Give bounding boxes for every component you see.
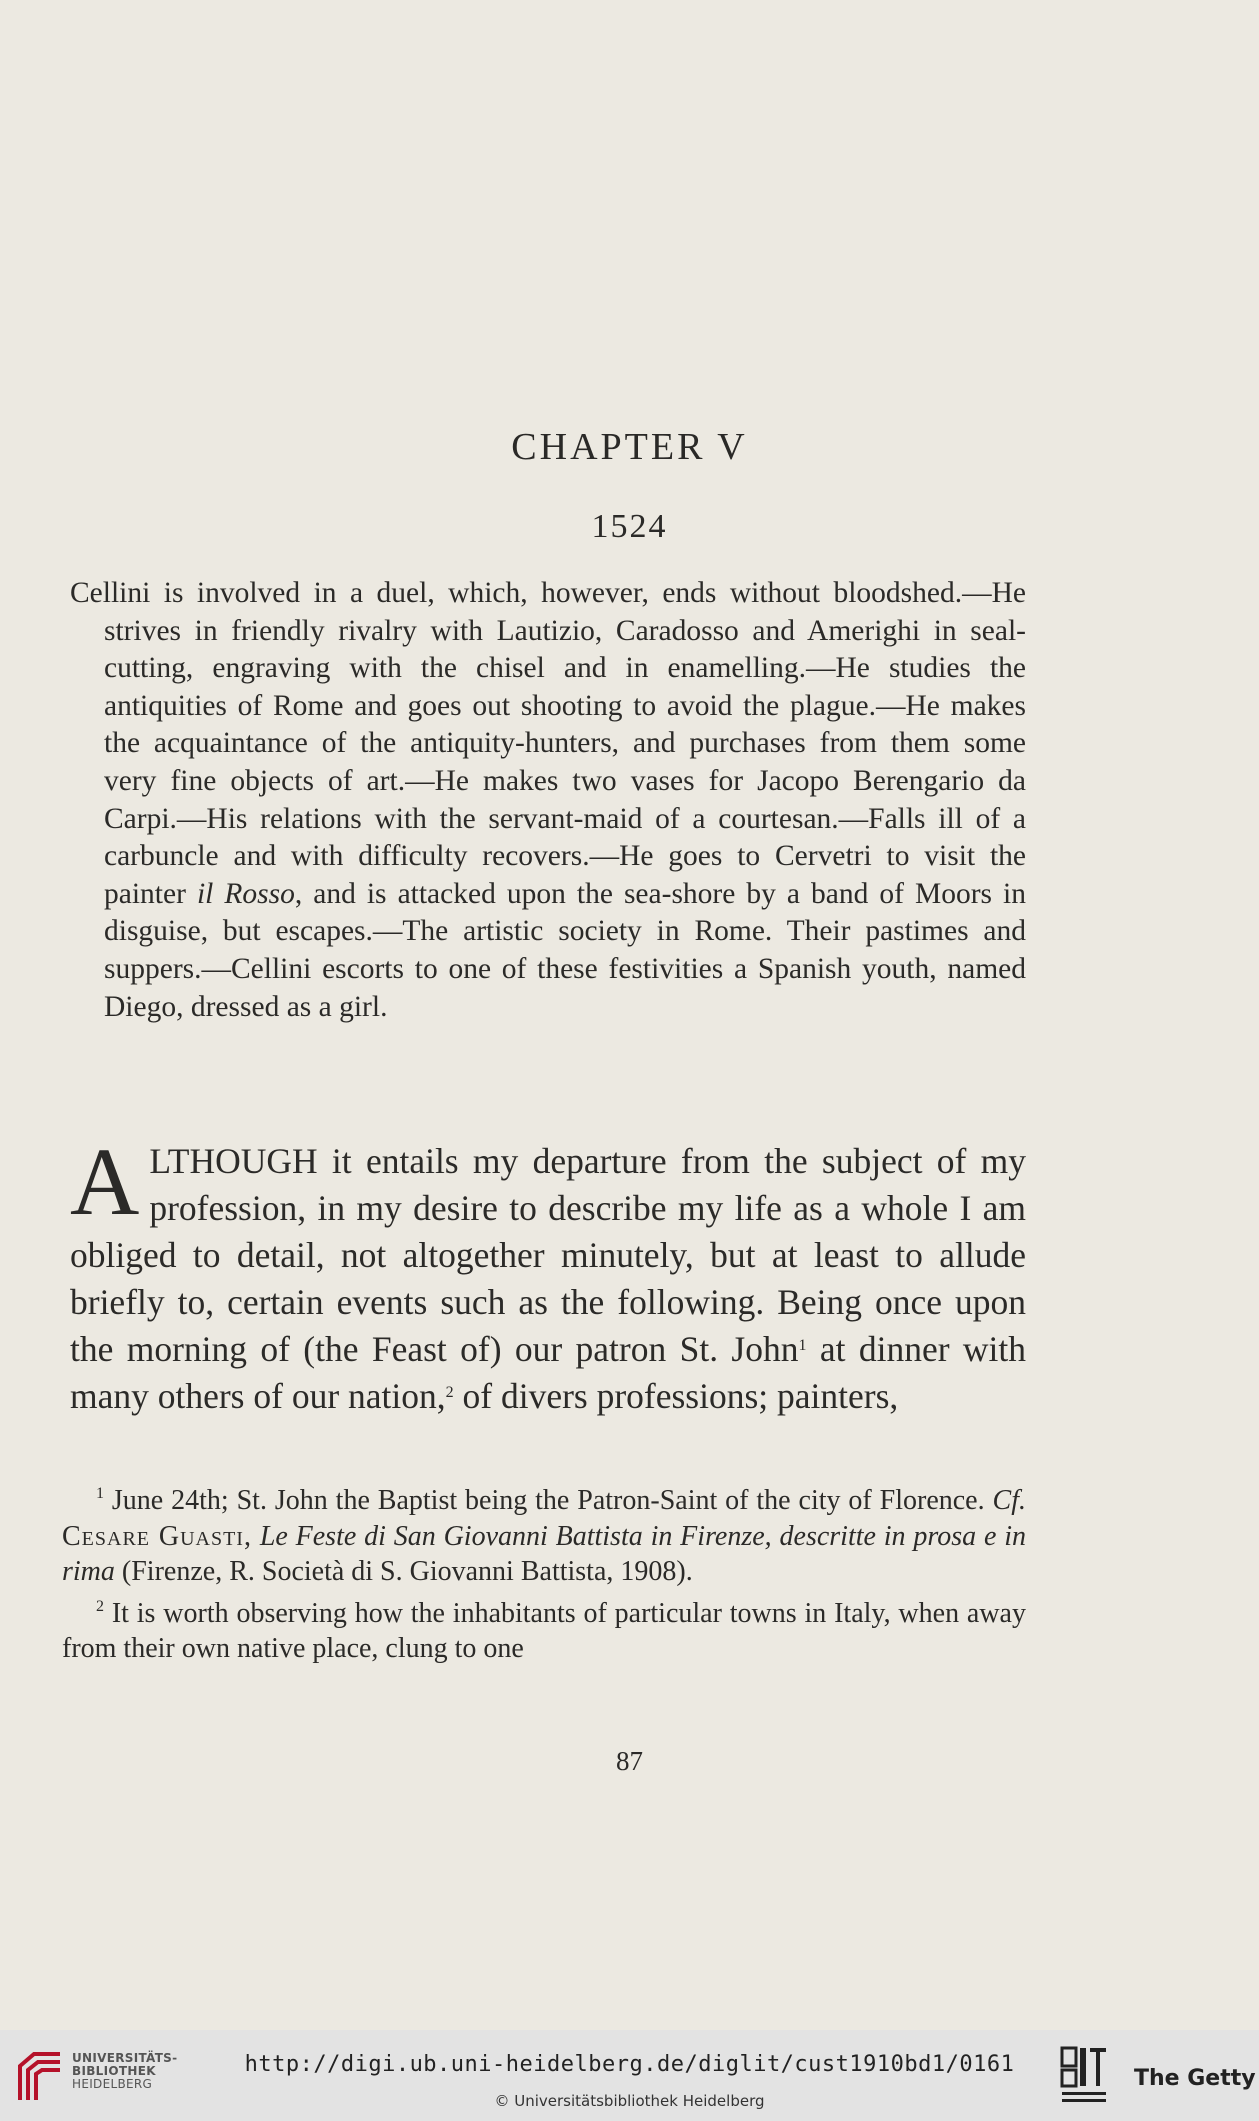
chapter-summary	[70, 575, 1026, 1026]
footnote-2-text: It is worth observing how the inhabitants of particular towns in Italy, when away from their own native place, clung to one	[62, 1597, 1026, 1664]
chapter-title: CHAPTER V	[511, 426, 748, 468]
getty-logo-icon	[1060, 2046, 1108, 2108]
lead-word: LTHOUGH	[149, 1141, 318, 1181]
library-name-line-1: UNIVERSITÄTS-	[72, 2051, 178, 2065]
summary-text-1: Cellini is involved in a duel, which, however, ends without bloodshed.—He strives in friendly rivalry with Lautizio, Caradosso and Amerighi in seal-cutting, engraving with the chisel and in enamelling.—He studies the antiquities of Rome and goes out shooting to avoid the plague.—He makes the acquaintance of the antiquity-hunters, and purchases from them some very fine objects of art.—He makes two vases for Jacopo Berengario da Carpi.—His relations with the servant-maid of a courtesan.—Falls ill of a carbuncle and with difficulty recovers.—He goes to Cervetri to visit the painter	[70, 577, 1026, 910]
permalink-url[interactable]: http://digi.ub.uni-heidelberg.de/diglit/cust1910bd1/0161	[244, 2052, 1015, 2077]
copyright-notice: © Universitätsbibliothek Heidelberg	[494, 2092, 765, 2110]
footnote-marker-1: 1	[96, 1485, 104, 1502]
footnote-1-text-1: June 24th; St. John the Baptist being the Patron-Saint of the city of Florence.	[104, 1485, 993, 1516]
summary-italic: il Rosso	[196, 877, 295, 910]
chapter-year: 1524	[591, 508, 668, 545]
page-number: 87	[616, 1746, 643, 1776]
footnote-ref-1[interactable]: 1	[798, 1337, 807, 1354]
getty-partner-name: The Getty	[1134, 2066, 1256, 2091]
footnote-1-author: Cesare Guasti,	[62, 1520, 252, 1552]
footnotes	[62, 1483, 1026, 1673]
viewer-footer	[0, 2030, 1259, 2121]
main-text-2: at dinner with many others of our nation,	[70, 1329, 1026, 1416]
footnote-ref-2[interactable]: 2	[445, 1384, 454, 1401]
main-text-3: of divers professions; painters,	[453, 1376, 899, 1416]
library-name-line-3: HEIDELBERG	[72, 2077, 153, 2091]
drop-cap: A	[70, 1128, 140, 1235]
footnote-1-cf: Cf.	[992, 1485, 1026, 1516]
footnote-marker-2: 2	[96, 1597, 104, 1615]
footnote-1-text-2: (Firenze, R. Società di S. Giovanni Battista, 1908).	[114, 1556, 693, 1587]
footnote-1	[62, 1483, 1026, 1590]
main-text-1: it entails my departure from the subject of my profession, in my desire to describe my life as a whole I am obliged to detail, not altogether minutely, but at least to allude briefly to, certain events such as the following. Being once upon the morning of (the Feast of) our patron St. John	[70, 1141, 1026, 1369]
summary-text-2: , and is attacked upon the sea-shore by a band of Moors in disguise, but escapes.—The artistic society in Rome. Their pastimes and suppers.—Cellini escorts to one of these festivities a Spanish youth, named Diego, dressed as a girl.	[104, 877, 1026, 1023]
footnote-2	[62, 1596, 1026, 1667]
library-name-line-2: BIBLIOTHEK	[72, 2064, 156, 2078]
footnote-1-title: Le Feste di San Giovanni Battista in Firenze, descritte in prosa e in rima	[62, 1520, 1027, 1587]
main-paragraph	[70, 1128, 1026, 1420]
